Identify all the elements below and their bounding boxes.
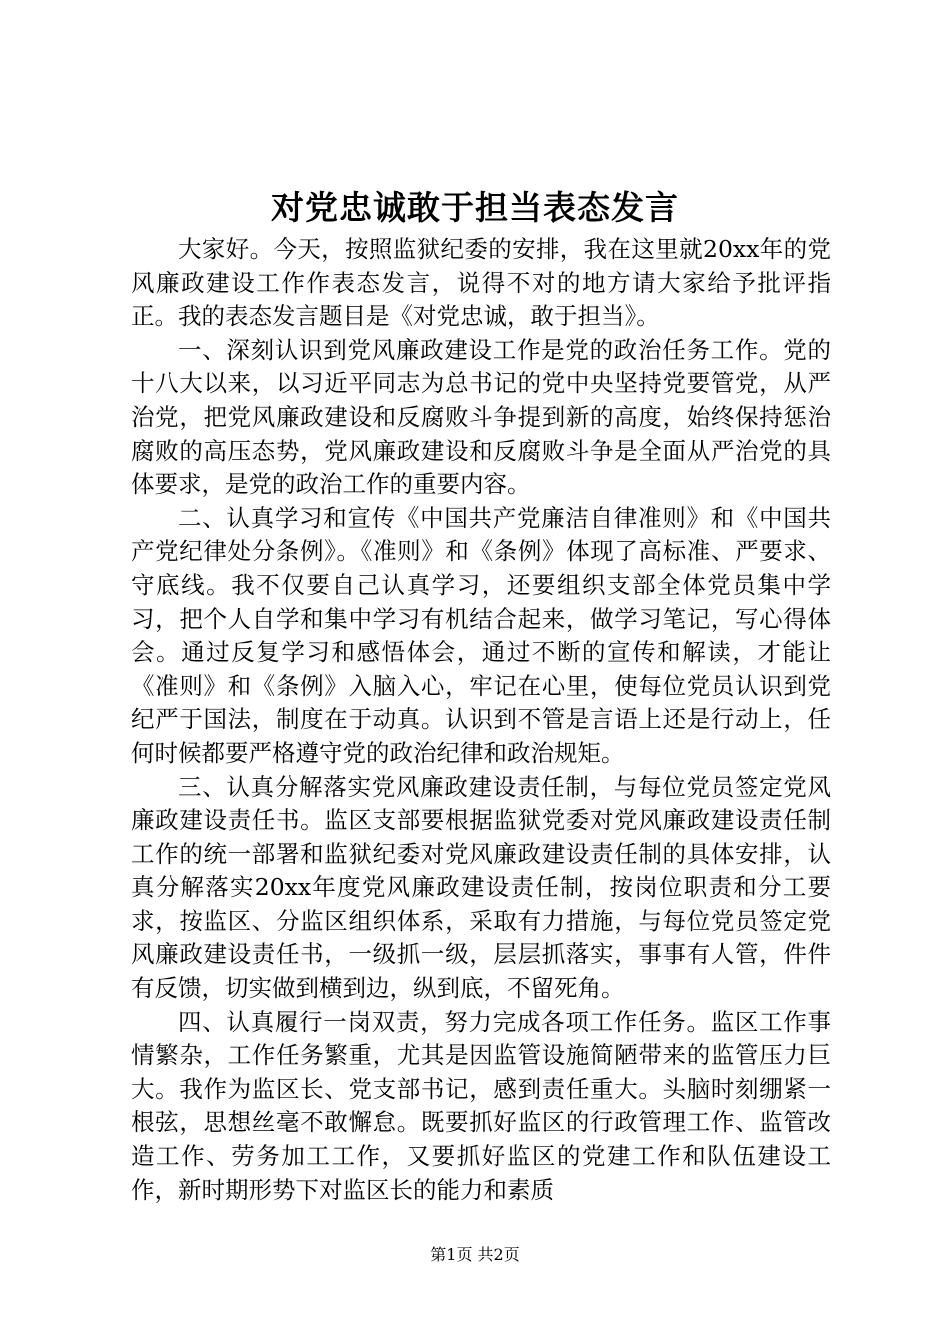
page-footer	[0, 1243, 950, 1267]
page-total: 共2页	[477, 1245, 520, 1264]
paragraph-section-1: 一、深刻认识到党风廉政建设工作是党的政治任务工作。党的十八大以来，以习近平同志为总书记的党中央坚持党要管党，从严治党，把党风廉政建设和反腐败斗争提到新的高度，始终保持惩治腐败的高压态势，党风廉政建设和反腐败斗争是全面从严治党的具体要求，是党的政治工作的重要内容。	[131, 335, 831, 499]
document-body	[131, 233, 831, 1207]
paragraph-intro: 大家好。今天，按照监狱纪委的安排，我在这里就20xx年的党风廉政建设工作作表态发言，说得不对的地方请大家给予批评指正。我的表态发言题目是《对党忠诚，敢于担当》。	[131, 235, 831, 331]
paragraph-section-3: 三、认真分解落实党风廉政建设责任制，与每位党员签定党风廉政建设责任书。监区支部要根据监狱党委对党风廉政建设责任制工作的统一部署和监狱纪委对党风廉政建设责任制的具体安排，认真分解落实20xx年度党风廉政建设责任制，按岗位职责和分工要求，按监区、分监区组织体系，采取有力措施，与每位党员签定党风廉政建设责任书，一级抓一级，层层抓落实，事事有人管，件件有反馈，切实做到横到边，纵到底，不留死角。	[131, 772, 831, 1003]
paragraph-section-2: 二、认真学习和宣传《中国共产党廉洁自律准则》和《中国共产党纪律处分条例》。《准则》和《条例》体现了高标准、严要求、守底线。我不仅要自己认真学习，还要组织支部全体党员集中学习，把个人自学和集中学习有机结合起来，做学习笔记，写心得体会。通过反复学习和感悟体会，通过不断的宣传和解读，才能让《准则》和《条例》入脑入心，牢记在心里，使每位党员认识到党纪严于国法，制度在于动真。认识到不管是言语上还是行动上，任何时候都要严格遵守党的政治纪律和政治规矩。	[131, 503, 831, 767]
document-title: 对党忠诚敢于担当表态发言	[271, 188, 679, 227]
paragraph-section-4: 四、认真履行一岗双责，努力完成各项工作任务。监区工作事情繁杂，工作任务繁重，尤其是因监管设施简陋带来的监管压力巨大。我作为监区长、党支部书记，感到责任重大。头脑时刻绷紧一根弦，思想丝毫不敢懈怠。既要抓好监区的行政管理工作、监管改造工作、劳务加工工作，又要抓好监区的党建工作和队伍建设工作，新时期形势下对监区长的能力和素质	[131, 1007, 831, 1204]
page-number: 第1页	[430, 1245, 473, 1264]
